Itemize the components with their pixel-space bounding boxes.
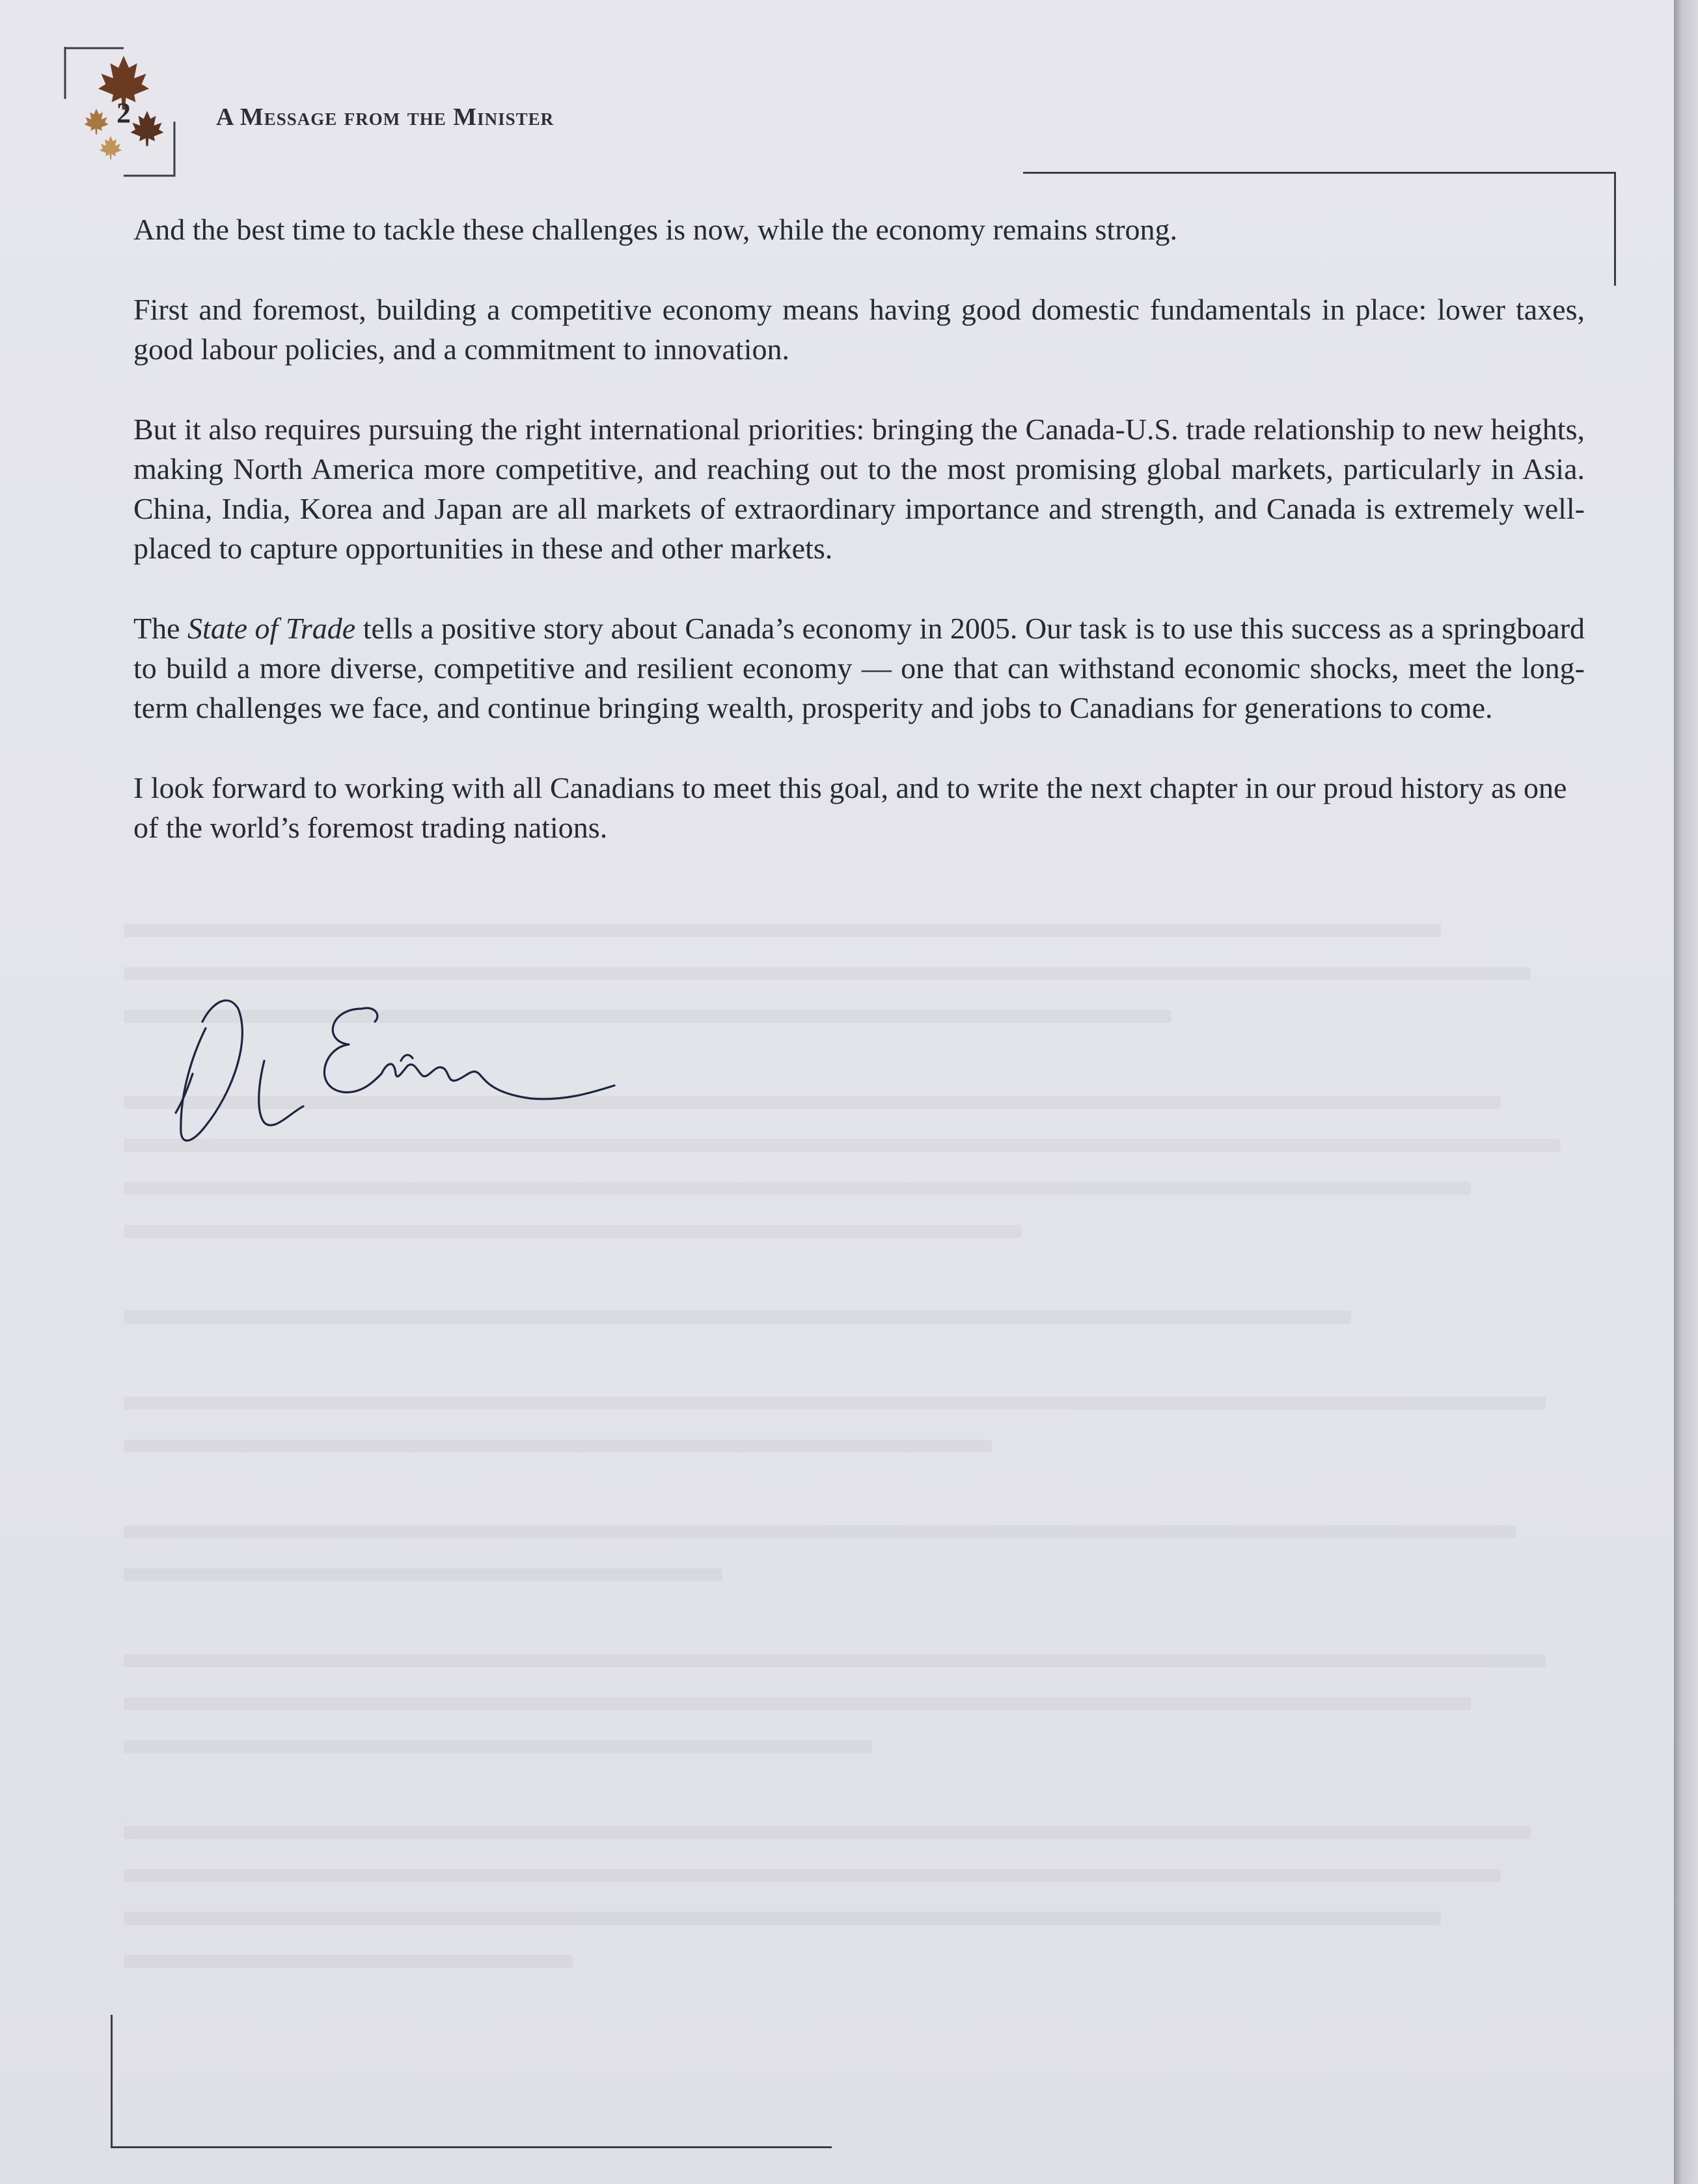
top-rule-vertical — [1614, 172, 1616, 286]
letter-body — [133, 210, 1585, 888]
paragraph: First and foremost, building a competitive economy means having good domestic fundamentals in place: lower taxes, good labour policies, and a commitment to innovation. — [133, 293, 1585, 366]
bottom-rule-horizontal — [111, 2146, 832, 2148]
paragraph-text: tells a positive story about Canada’s economy in 2005. Our task is to use this success as a springboard to build a more diverse, competitive and resilient economy — one that can withstand economic shocks, meet the long-term challenges we face, and continue bringing wealth, prosperity and jobs to Canadians for generations to come. — [133, 612, 1585, 724]
binding-edge — [1674, 0, 1698, 2184]
paragraph: I look forward to working with all Canadians to meet this goal, and to write the next chapter in our proud history as one of the world’s foremost trading nations. — [133, 771, 1567, 844]
bottom-rule-vertical — [111, 2015, 113, 2148]
page-number: 2 — [116, 97, 131, 129]
paragraph — [133, 608, 1585, 728]
paragraph-text: The — [133, 612, 188, 645]
publication-title: State of Trade — [187, 612, 356, 645]
section-header-title: A Message from the Minister — [216, 103, 555, 131]
top-rule-horizontal — [1023, 172, 1615, 174]
paragraph: And the best time to tackle these challenges is now, while the economy remains strong. — [133, 213, 1178, 246]
handwritten-signature-icon — [167, 983, 616, 1152]
paragraph: But it also requires pursuing the right international priorities: bringing the Canada-U.S. trade relationship to new heights, making North America more competitive, and reaching out to the most promising global markets, particularly in Asia. China, India, Korea and Japan are all markets of extraordinary importance and strength, and Canada is extremely well-placed to capture opportunities in these and other markets. — [133, 413, 1585, 565]
